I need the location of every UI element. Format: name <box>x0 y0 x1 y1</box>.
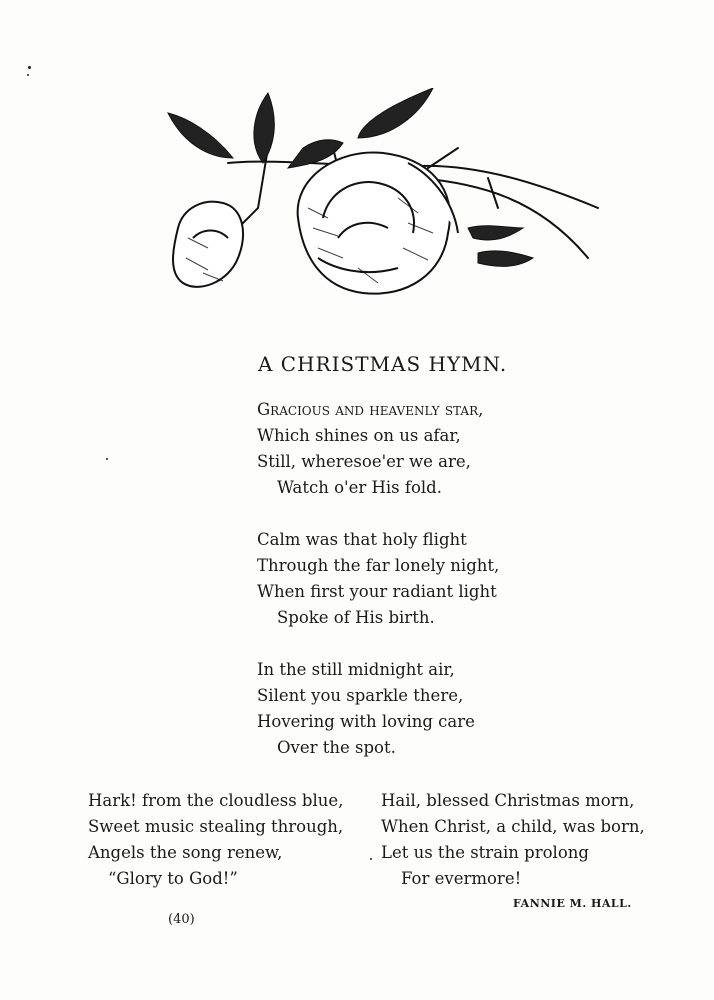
ink-speck <box>370 858 372 860</box>
stanza-5 <box>381 788 645 892</box>
poem-line: Angels the song renew, <box>88 843 283 862</box>
poem-line: Through the far lonely night, <box>257 556 500 575</box>
poem-line: Which shines on us afar, <box>257 426 461 445</box>
poem-line: Hark! from the cloudless blue, <box>88 791 344 810</box>
poem-author: FANNIE M. HALL. <box>513 897 632 910</box>
ink-speck <box>27 74 29 76</box>
stanza-3 <box>257 657 475 761</box>
stanza-1 <box>257 397 483 501</box>
poem-line: Spoke of His birth. <box>277 608 435 627</box>
poem-line: Over the spot. <box>277 738 396 757</box>
poem-line: Calm was that holy flight <box>257 530 467 549</box>
poem-line: When Christ, a child, was born, <box>381 817 645 836</box>
stanza-4 <box>88 788 343 892</box>
poem-line: Gracious and heavenly star, <box>257 400 484 419</box>
page-number: (40) <box>168 912 195 927</box>
poem-line: Hail, blessed Christmas morn, <box>381 791 635 810</box>
ink-speck <box>106 458 108 460</box>
poem-line: Watch o'er His fold. <box>277 478 442 497</box>
stanza-2 <box>257 527 499 631</box>
poem-line: Silent you sparkle there, <box>257 686 464 705</box>
poem-line: Still, wheresoe'er we are, <box>257 452 471 471</box>
ink-speck <box>28 66 31 69</box>
poem-line: When first your radiant light <box>257 582 497 601</box>
poem-line: “Glory to God!” <box>108 869 238 888</box>
poem-line: Let us the strain prolong <box>381 843 589 862</box>
poem-line: In the still midnight air, <box>257 660 455 679</box>
poem-line: Sweet music stealing through, <box>88 817 344 836</box>
poem-line: Hovering with loving care <box>257 712 475 731</box>
rose-branch-illustration <box>158 88 603 318</box>
poem-line: For evermore! <box>401 869 522 888</box>
poem-title: A CHRISTMAS HYMN. <box>258 352 508 376</box>
